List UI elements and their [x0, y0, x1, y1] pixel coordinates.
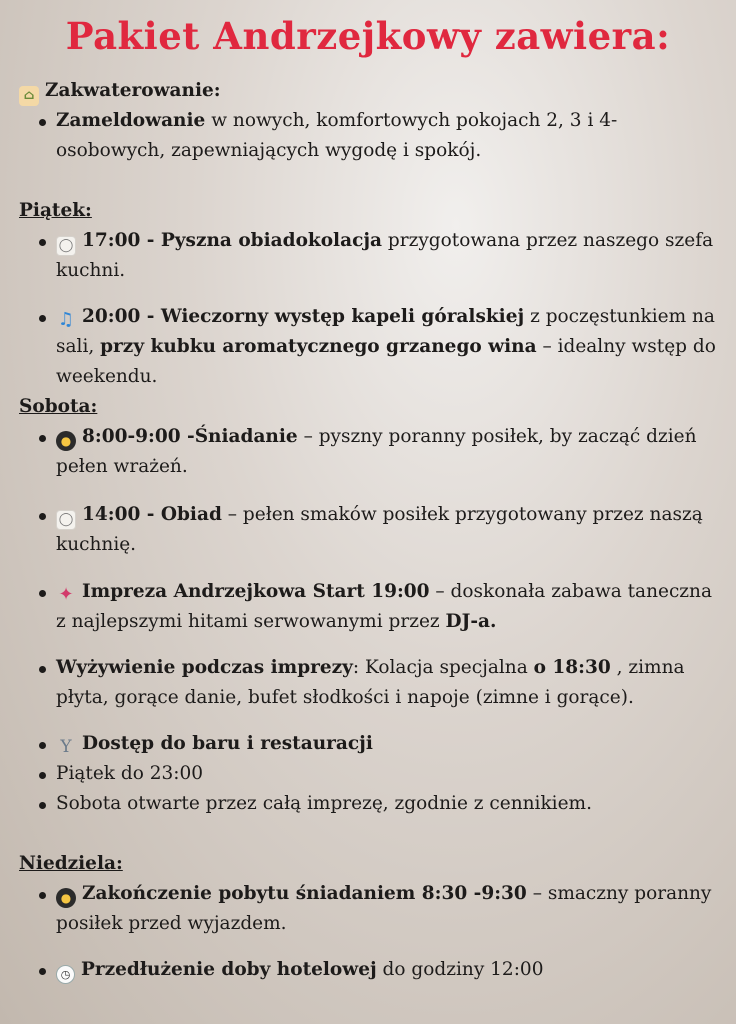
party-dj-bold: DJ-a. — [445, 611, 497, 632]
dinner-bold: 17:00 - Pyszna obiadokolacja — [82, 230, 383, 251]
list-item — [19, 955, 724, 985]
list-item — [19, 106, 724, 166]
sunday-list — [19, 879, 724, 985]
band-text-end: – idealny wstęp do weekendu. — [56, 336, 716, 387]
frying-pan-icon: ● — [56, 888, 76, 908]
list-item — [19, 789, 724, 819]
food-time-bold: o 18:30 — [533, 657, 611, 678]
list-item — [19, 653, 724, 713]
package-content — [19, 76, 724, 985]
bar-friday: Piątek do 23:00 — [56, 763, 204, 784]
friday-list — [19, 226, 724, 392]
saturday-header: Sobota: — [19, 396, 98, 417]
accommodation-list — [19, 106, 724, 166]
friday-header: Piątek: — [19, 200, 92, 221]
food-bold: Wyżywienie podczas imprezy — [56, 657, 353, 678]
plate-icon: ◯ — [56, 236, 76, 256]
dinner-text: przygotowana przez naszego szefa kuchni. — [56, 230, 714, 281]
list-item — [19, 759, 724, 789]
accommodation-header — [19, 76, 724, 106]
list-item — [19, 500, 724, 560]
bar-saturday: Sobota otwarte przez całą imprezę, zgodnie z cennikiem. — [56, 793, 592, 814]
page-title: Pakiet Andrzejkowy zawiera: — [65, 14, 671, 58]
breakfast-bold: 8:00-9:00 -Śniadanie — [82, 426, 298, 447]
clock-icon: ◷ — [56, 965, 75, 984]
sunday-header: Niedziela: — [19, 853, 123, 874]
list-item — [19, 729, 724, 759]
food-text-end: , zimna płyta, gorące danie, bufet słodkości i napoje (zimne i gorące). — [56, 657, 685, 708]
checkout-bold: Zakończenie pobytu śniadaniem 8:30 -9:30 — [82, 883, 527, 904]
food-text: : Kolacja specjalna — [352, 657, 534, 678]
list-item — [19, 422, 724, 482]
party-popper-icon: ✦ — [58, 584, 74, 605]
party-bold: Impreza Andrzejkowa Start 19:00 — [82, 581, 430, 602]
breakfast-text: – pyszny poranny posiłek, by zacząć dzień pełen wrażeń. — [56, 426, 697, 477]
lunch-text: – pełen smaków posiłek przygotowany przez naszą kuchnię. — [56, 504, 703, 555]
list-item — [19, 879, 724, 939]
checkin-text: w nowych, komfortowych pokojach 2, 3 i 4-osobowych, zapewniających wygodę i spokój. — [56, 110, 618, 161]
list-item — [19, 577, 724, 637]
checkin-bold: Zameldowanie — [56, 110, 206, 131]
band-text: z poczęstunkiem na sali, — [56, 306, 715, 357]
accommodation-header-label: Zakwaterowanie: — [45, 80, 221, 101]
party-text: – doskonała zabawa taneczna z najlepszymi hitami serwowanymi przez — [56, 581, 712, 632]
music-notes-icon: ♫ — [57, 309, 75, 330]
band-bold: 20:00 - Wieczorny występ kapeli góralskiej — [82, 306, 525, 327]
cocktail-glass-icon: Y — [60, 737, 72, 757]
extension-bold: Przedłużenie doby hotelowej — [81, 959, 377, 980]
list-item — [19, 302, 724, 392]
list-item — [19, 226, 724, 286]
saturday-list — [19, 422, 724, 819]
checkout-text: – smaczny poranny posiłek przed wyjazdem. — [56, 883, 712, 934]
plate-icon: ◯ — [56, 510, 76, 530]
band-wine-bold: przy kubku aromatycznego grzanego wina — [100, 336, 537, 357]
bar-bold: Dostęp do baru i restauracji — [82, 733, 373, 754]
frying-pan-icon: ● — [56, 431, 76, 451]
extension-text: do godziny 12:00 — [376, 959, 544, 980]
lunch-bold: 14:00 - Obiad — [82, 504, 222, 525]
house-icon: ⌂ — [19, 86, 39, 106]
